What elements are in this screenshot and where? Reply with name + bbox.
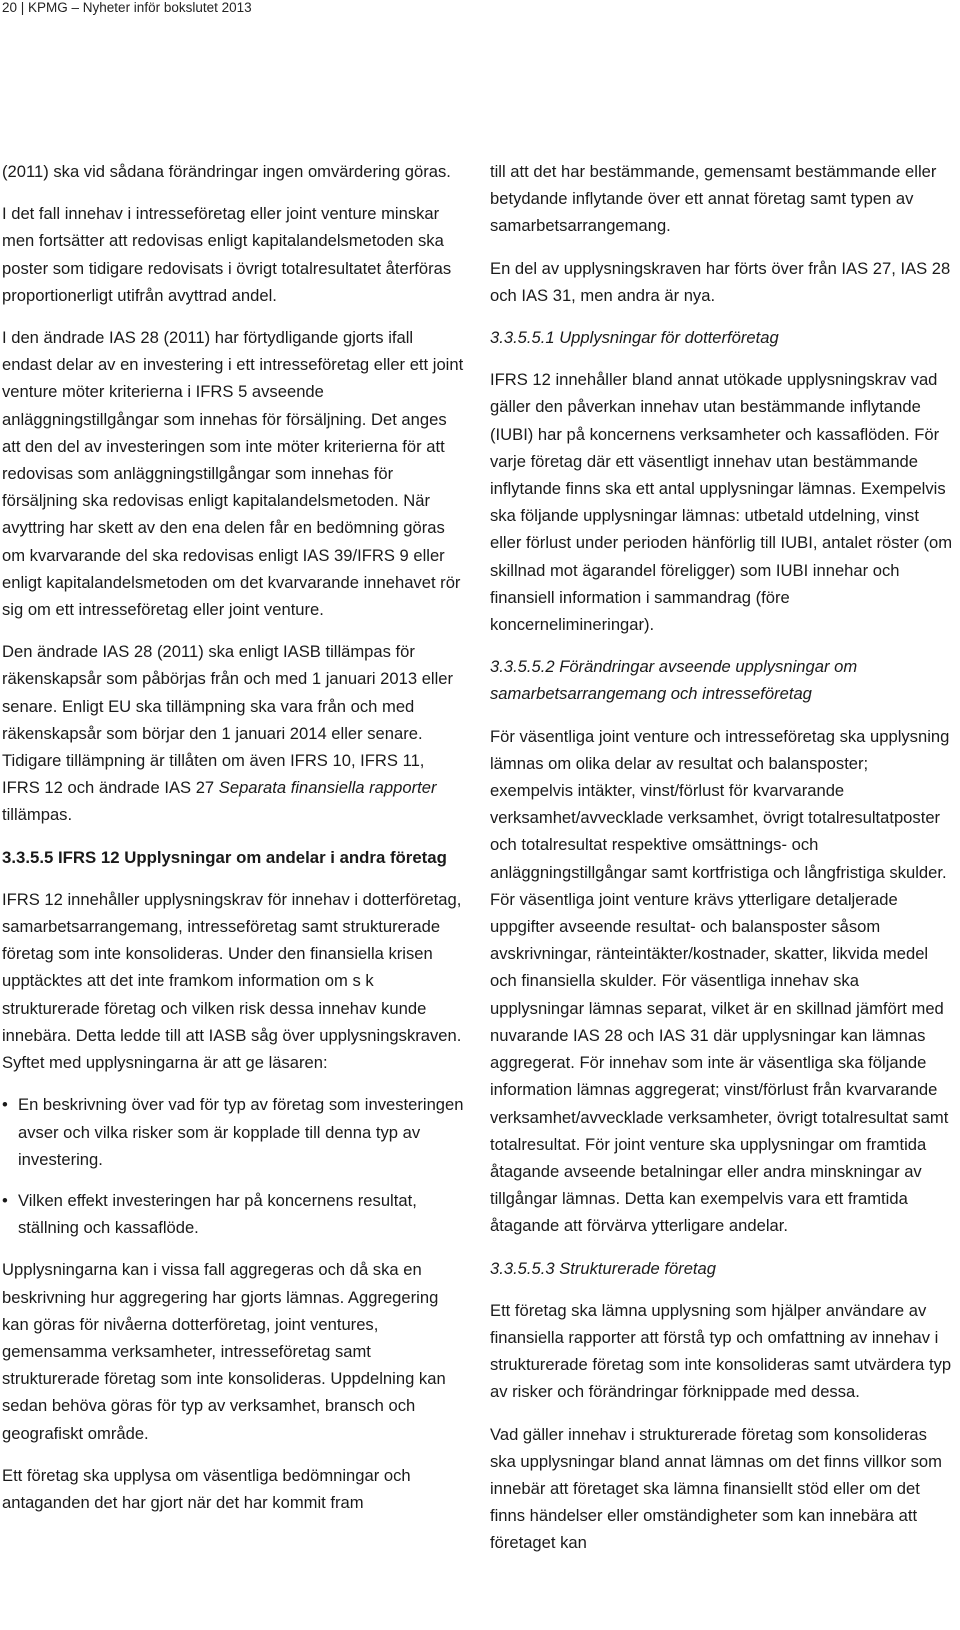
paragraph: Upplysningarna kan i vissa fall aggregeras och då ska en beskrivning hur aggregering har gjorts lämnas. Aggregering kan göras för nivåerna dotterföretag, joint ventures, gemensamma verksamheter, intresseföretag samt strukturerade företag som inte konsolideras. Uppdelning kan sedan behöva göras för typ av verksamhet, bransch och geografiskt område. — [2, 1260, 446, 1443]
paragraph: (2011) ska vid sådana förändringar ingen omvärdering göras. — [2, 162, 451, 181]
paragraph: För väsentliga joint venture och intresseföretag ska upplysning lämnas om olika delar av resultat och balansposter; exempelvis intäkter, vinst/förlust för kvarvarande verksamhet/avvecklade verksamhet, övrigt totalresultatposter och totalresultat respektive omsättnings- och anläggningstillgångar samt kortfristiga och långfristiga skulder. För väsentliga joint venture krävs ytterligare detaljerade uppgifter avseende resultat- och balansposter såsom avskrivningar, ränteintäkter/kostnader, skatter, likvida medel och finansiella skulder. För väsentliga innehav ska upplysningar lämnas separat, vilket är en skillnad jämfört med nuvarande IAS 28 och IAS 31 där upplysningar kan lämnas aggregerat. För innehav som inte är väsentliga ska följande information lämnas aggregerat; vinst/förlust från kvarvarande verksamhet/avvecklade verksamheter, övrigt totalresultat samt totalresultat. För joint venture ska upplysningar om framtida åtagande avseende betalningar eller andra minskningar av tillgångar lämnas. Detta kan exempelvis vara ett framtida åtagande att förvärva ytterligare andelar. — [490, 726, 950, 1236]
bullet-list — [2, 1091, 464, 1241]
bullet-icon: • — [2, 1190, 8, 1210]
paragraph: En del av upplysningskraven har förts över från IAS 27, IAS 28 och IAS 31, men andra är nya. — [490, 258, 951, 305]
subsection-heading: 3.3.5.5.1 Upplysningar för dotterföretag — [490, 328, 779, 348]
list-item-text: Vilken effekt investeringen har på koncernens resultat, ställning och kassaflöde. — [18, 1190, 417, 1238]
right-column — [490, 158, 954, 1572]
section-heading: 3.3.5.5 IFRS 12 Upplysningar om andelar i andra företag — [2, 847, 447, 867]
list-item — [2, 1187, 464, 1241]
paragraph: Ett företag ska lämna upplysning som hjälper användare av finansiella rapporter att förstå typ och omfattning av innehav i strukturerade företag som inte konsolideras samt utvärdera typ av risker och förändringar förknippade med dessa. — [490, 1300, 952, 1402]
paragraph: Vad gäller innehav i strukturerade företag som konsolideras ska upplysningar bland annat lämnas om det finns villkor som innebär att företaget ska lämna finansiellt stöd eller om det finns händelser eller omständigheter som kan innebära att företaget kan — [490, 1424, 942, 1553]
paragraph: IFRS 12 innehåller upplysningskrav för innehav i dotterföretag, samarbetsarrangemang, intresseföretag samt strukturerade företag som inte konsolideras. Under den finansiella krisen upptäcktes att det inte framkom information om s k strukturerade företag och vilken risk dessa innehav kunde innebära. Detta ledde till att IASB såg över upplysningskraven. Syftet med upplysningarna är att ge läsaren: — [2, 889, 462, 1073]
list-item-text: En beskrivning över vad för typ av företag som investeringen avser och vilka risker som är kopplade till denna typ av investering. — [18, 1095, 464, 1169]
list-item — [2, 1091, 464, 1173]
paragraph: till att det har bestämmande, gemensamt bestämmande eller betydande inflytande över ett annat företag samt typen av samarbetsarrangemang. — [490, 162, 937, 236]
paragraph: IFRS 12 innehåller bland annat utökade upplysningskrav vad gäller den påverkan innehav utan bestämmande inflytande (IUBI) har på koncernens verksamheter och kassaflöden. För varje företag där ett väsentligt innehav utan bestämmande inflytande finns ska ett antal upplysningar lämnas. Exempelvis ska följande upplysningar lämnas: utbetald utdelning, vinst eller förlust under perioden hänförlig till IUBI, antalet röster (om skillnad mot ägarandel föreligger) som IUBI innehar och finansiell information i sammandrag (före koncernelimineringar). — [490, 370, 953, 635]
text-run: Den ändrade IAS 28 (2011) ska enligt IASB tillämpas för räkenskapsår som påbörjas från och med 1 januari 2013 eller senare. Enligt EU ska tillämpning ska vara från och med räkenskapsår som börjar den 1 januari 2014 eller senare. Tidigare tillämpning är tillåten om även IFRS 10, IFRS 11, IFRS 12 och ändrade IAS 27 — [2, 642, 454, 798]
italic-standard-title: Separata finansiella rapporter — [218, 778, 437, 798]
subsection-heading: 3.3.5.5.3 Strukturerade företag — [490, 1258, 717, 1278]
text-run: tillämpas. — [2, 805, 73, 825]
left-column — [2, 158, 464, 1531]
bullet-icon: • — [2, 1095, 8, 1115]
paragraph: Ett företag ska upplysa om väsentliga bedömningar och antaganden det har gjort när det har kommit fram — [2, 1465, 411, 1512]
paragraph-application-date — [2, 638, 464, 828]
running-header: 20 | KPMG – Nyheter inför bokslutet 2013 — [2, 0, 252, 15]
subsection-heading: 3.3.5.5.2 Förändringar avseende upplysningar om samarbetsarrangemang och intresseföretag — [490, 657, 858, 704]
paragraph: I det fall innehav i intresseföretag eller joint venture minskar men fortsätter att redovisas enligt kapitalandelsmetoden ska poster som tidigare redovisats i övrigt totalresultatet återföras proportionerligt utifrån avyttrad andel. — [2, 204, 452, 305]
paragraph: I den ändrade IAS 28 (2011) har förtydligande gjorts ifall endast delar av en investering i ett intresseföretag eller ett joint venture möter kriterierna i IFRS 5 avseende anläggningstillgångar som innehas för försäljning. Det anges att den del av investeringen som inte möter kriterierna för att redovisas som anläggningstillgångar som innehas för försäljning ska redovisas enligt kapitalandelsmetoden. När avyttring har skett av den ena delen får en bedömning göras om kvarvarande del ska redovisas enligt IAS 39/IFRS 9 eller enligt kapitalandelsmetoden om det kvarvarande innehavet rör sig om ett intresseföretag eller joint venture. — [2, 328, 464, 620]
